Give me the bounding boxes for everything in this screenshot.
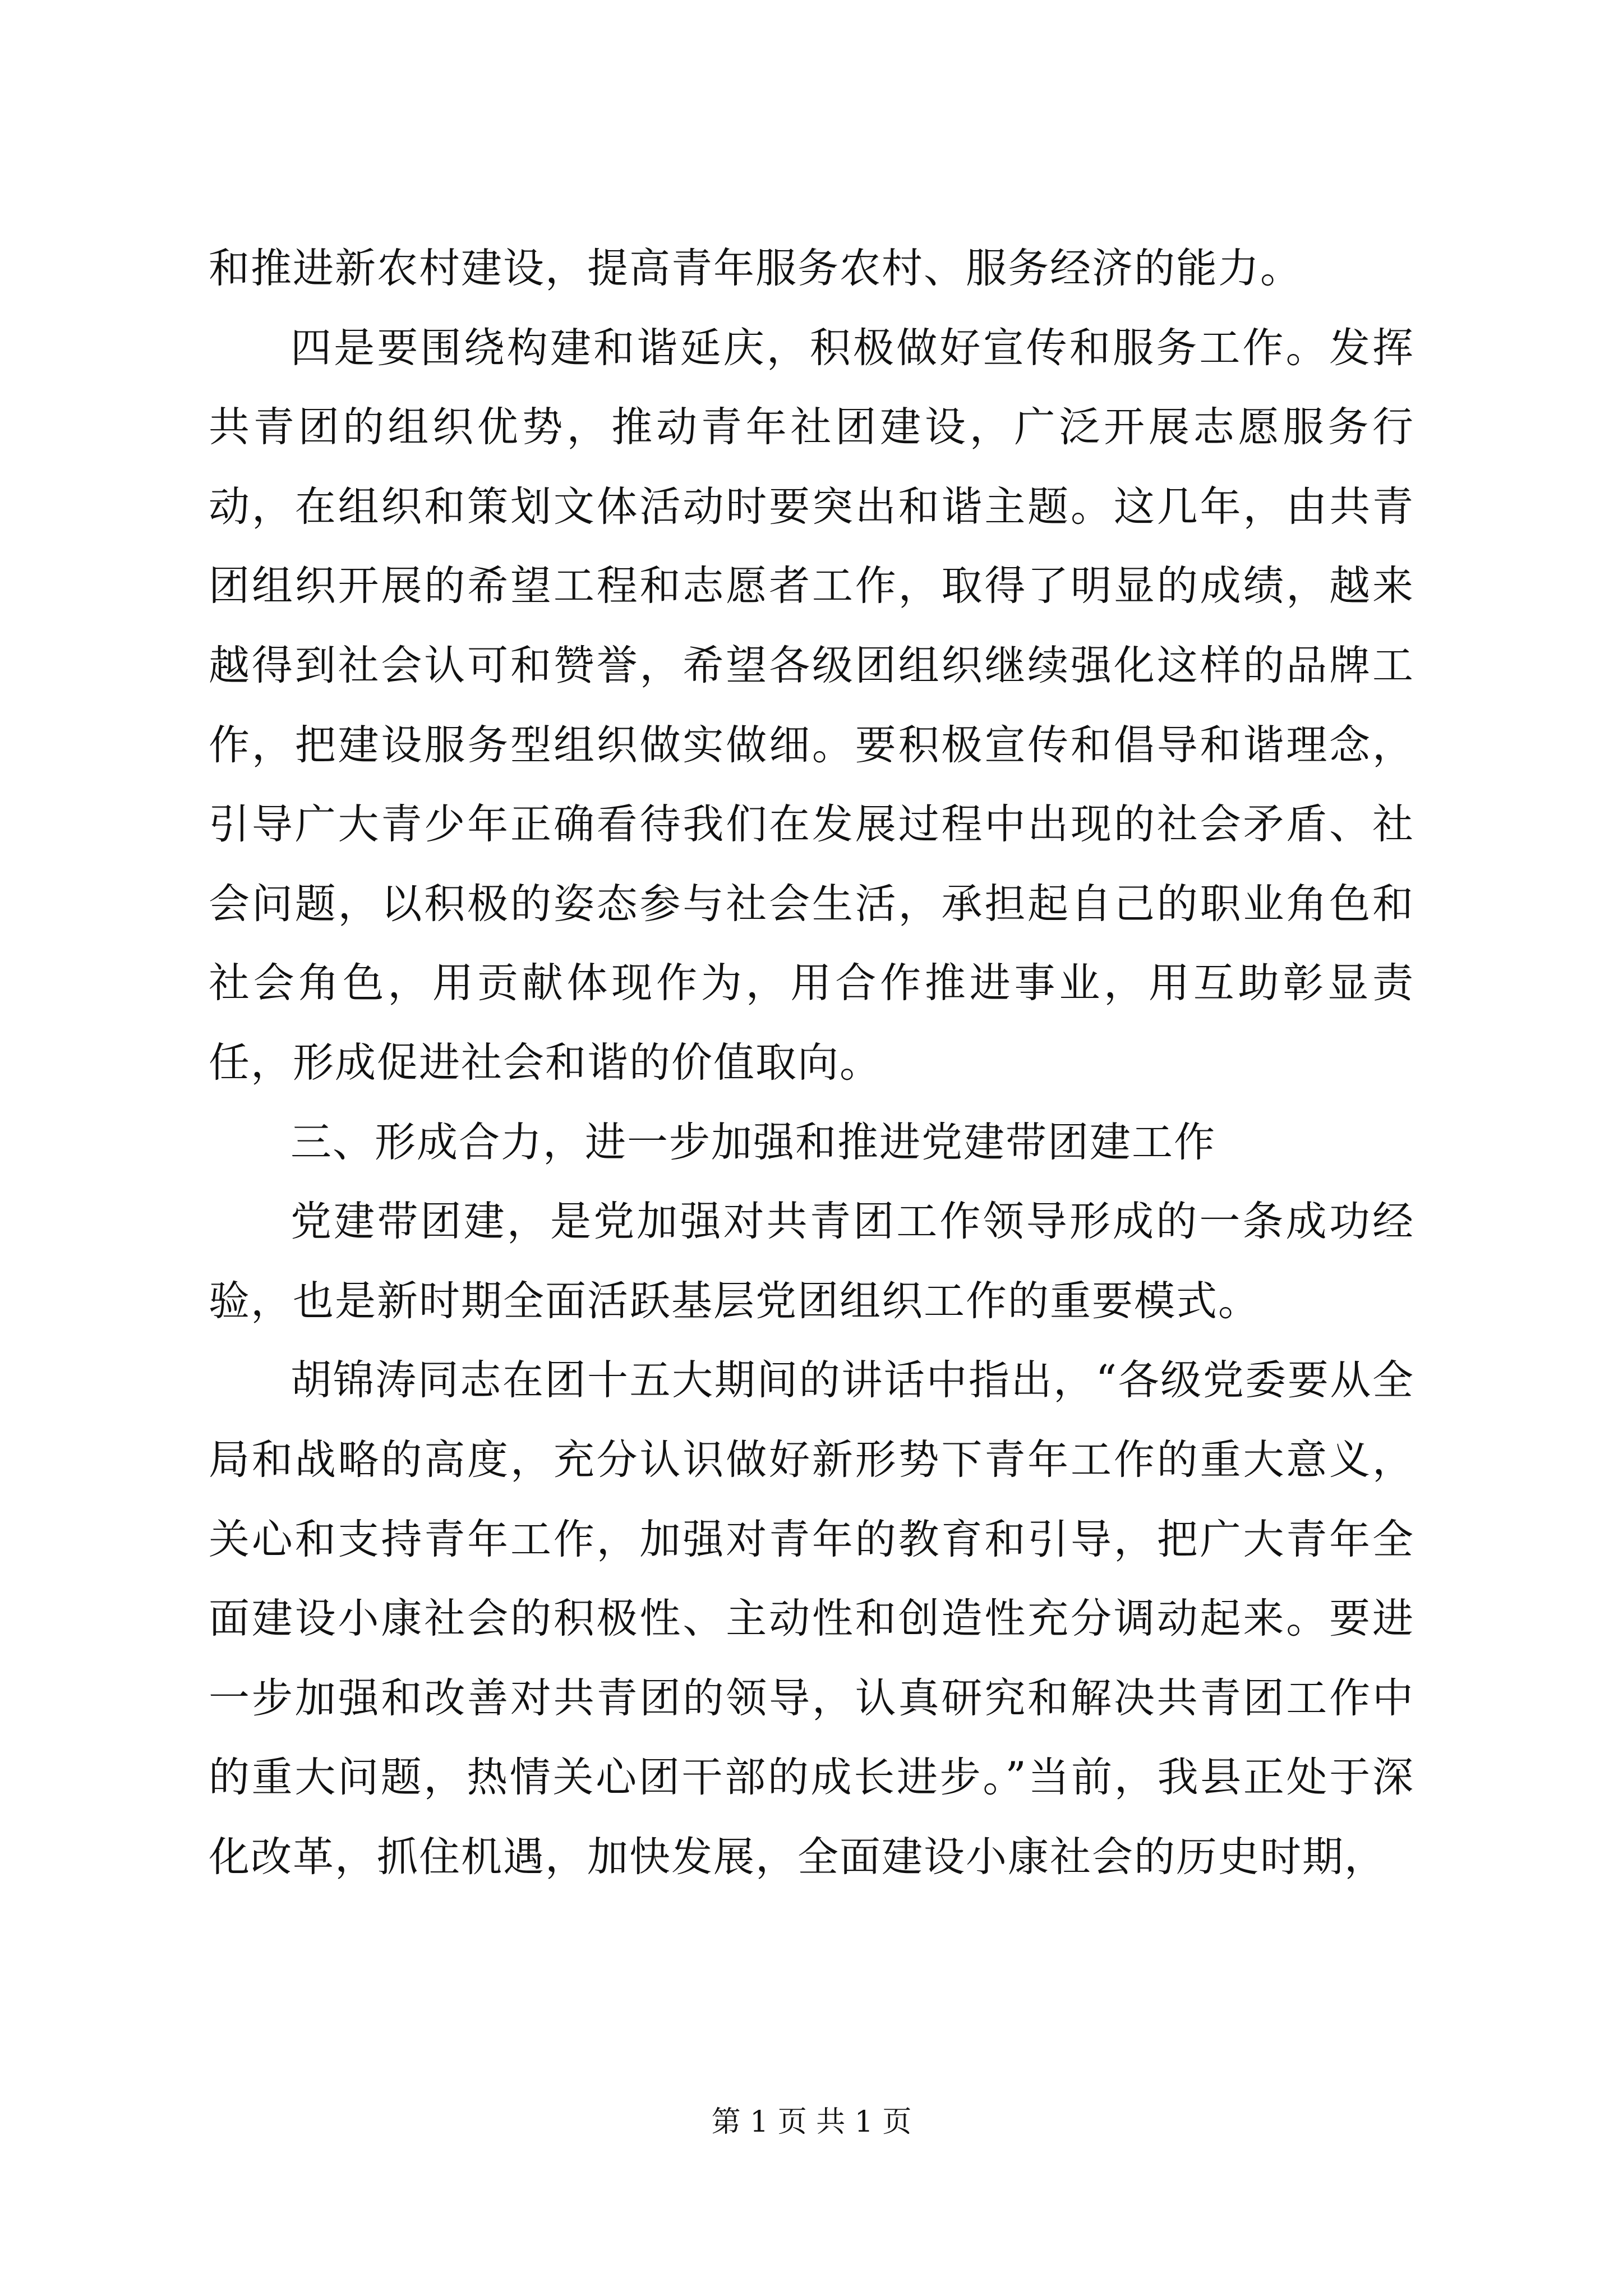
paragraph-continuation: 和推进新农村建设，提高青年服务农村、服务经济的能力。 (209, 245, 1302, 292)
page-number-footer: 第 1 页 共 1 页 (711, 2105, 912, 2139)
document-body (209, 229, 1414, 1897)
paragraph-harmony-work: 四是要围绕构建和谐延庆，积极做好宣传和服务工作。发挥共青团的组织优势，推动青年社团建设，广泛开展志愿服务行动，在组织和策划文体活动时要突出和谐主题。这几年，由共青团组织开展的希望工程和志愿者工作，取得了明显的成绩，越来越得到社会认可和赞誉，希望各级团组织继续强化这样的品牌工作，把建设服务型组织做实做细。要积极宣传和倡导和谐理念，引导广大青少年正确看待我们在发展过程中出现的社会矛盾、社会问题，以积极的姿态参与社会生活，承担起自己的职业角色和社会角色，用贡献体现作为，用合作推进事业，用互助彰显责任，形成促进社会和谐的价值取向。 (209, 324, 1414, 1087)
section-heading-three: 三、形成合力，进一步加强和推进党建带团建工作 (291, 1118, 1216, 1166)
paragraph-hu-jintao-quote: 胡锦涛同志在团十五大期间的讲话中指出，“各级党委要从全局和战略的高度，充分认识做好新形势下青年工作的重大意义，关心和支持青年工作，加强对青年的教育和引导，把广大青年全面建设小康社会的积极性、主动性和创造性充分调动起来。要进一步加强和改善对共青团的领导，认真研究和解决共青团工作中的重大问题，热情关心团干部的成长进步。”当前，我县正处于深化改革，抓住机遇，加快发展，全面建设小康社会的历史时期， (209, 1356, 1414, 1881)
paragraph-party-building: 党建带团建，是党加强对共青团工作领导形成的一条成功经验，也是新时期全面活跃基层党团组织工作的重要模式。 (209, 1198, 1414, 1325)
